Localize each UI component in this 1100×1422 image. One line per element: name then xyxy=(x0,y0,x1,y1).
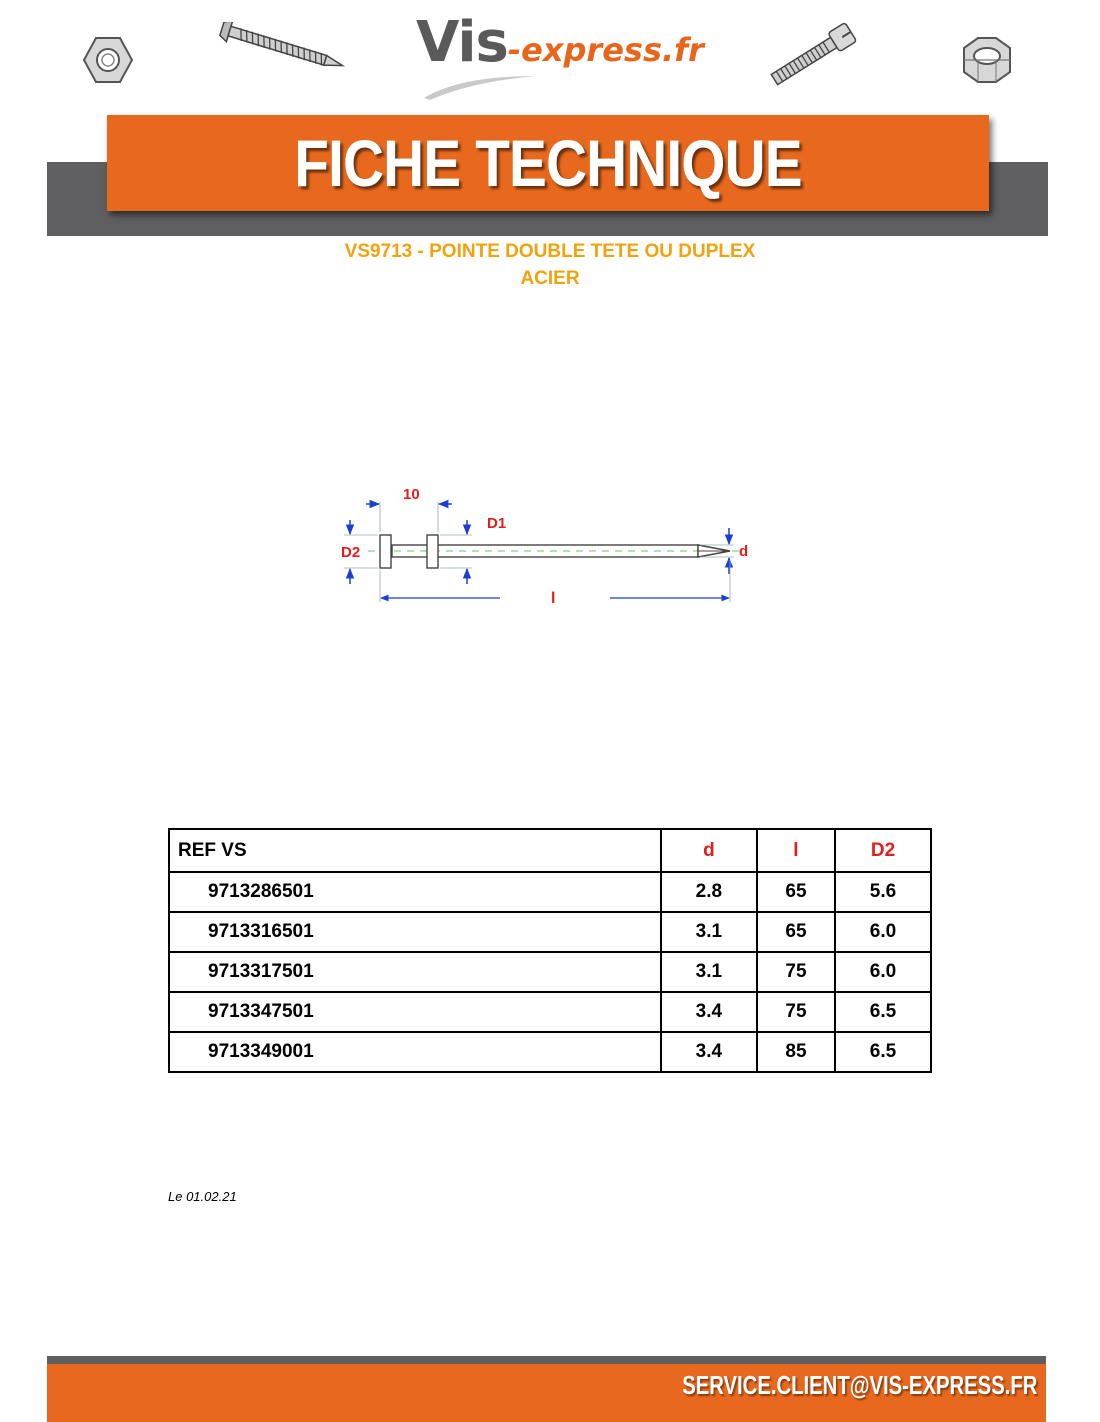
logo-domain-text: -express.fr xyxy=(507,31,704,69)
header-d: d xyxy=(661,829,757,872)
cell-ref: 9713349001 xyxy=(169,1032,661,1072)
table-row xyxy=(169,952,931,992)
machine-screw-icon xyxy=(762,20,866,92)
cell-l: 65 xyxy=(757,872,835,912)
table-row xyxy=(169,992,931,1032)
cell-D2: 6.5 xyxy=(835,1032,931,1072)
header-D2: D2 xyxy=(835,829,931,872)
cell-l: 65 xyxy=(757,912,835,952)
cell-ref: 9713316501 xyxy=(169,912,661,952)
cell-ref: 9713286501 xyxy=(169,872,661,912)
dimensions-table xyxy=(168,828,932,1073)
cell-ref: 9713347501 xyxy=(169,992,661,1032)
hex-nut-right-icon xyxy=(960,36,1014,84)
cell-D2: 6.5 xyxy=(835,992,931,1032)
dim-label-l: l xyxy=(551,590,556,607)
cell-d: 3.1 xyxy=(661,912,757,952)
brand-logo xyxy=(416,10,704,75)
cell-l: 75 xyxy=(757,992,835,1032)
cell-D2: 6.0 xyxy=(835,952,931,992)
document-date: Le 01.02.21 xyxy=(168,1189,237,1204)
table-header-row xyxy=(169,829,931,872)
cell-d: 3.4 xyxy=(661,992,757,1032)
dim-label-d: d xyxy=(739,543,749,560)
cell-D2: 5.6 xyxy=(835,872,931,912)
logo-swoosh-icon xyxy=(420,70,540,102)
cell-ref: 9713317501 xyxy=(169,952,661,992)
nail-head-inner xyxy=(427,535,438,568)
nail-head-outer xyxy=(380,535,391,568)
cell-l: 75 xyxy=(757,952,835,992)
cell-D2: 6.0 xyxy=(835,912,931,952)
footer-grey-band xyxy=(47,1356,1046,1364)
cell-d: 3.4 xyxy=(661,1032,757,1072)
cell-d: 2.8 xyxy=(661,872,757,912)
wood-screw-icon xyxy=(214,22,348,80)
dim-label-10: 10 xyxy=(403,486,420,503)
table-row xyxy=(169,872,931,912)
service-client-email[interactable]: SERVICE.CLIENT@VIS-EXPRESS.FR xyxy=(681,1370,1037,1400)
product-title: VS9713 - POINTE DOUBLE TETE OU DUPLEX xyxy=(344,241,756,262)
banner-title: FICHE TECHNIQUE xyxy=(294,126,802,200)
duplex-nail-diagram xyxy=(330,478,770,614)
table-row xyxy=(169,912,931,952)
dim-label-D1: D1 xyxy=(487,515,507,532)
table-row xyxy=(169,1032,931,1072)
dim-label-D2: D2 xyxy=(341,544,361,561)
product-material: ACIER xyxy=(520,268,580,289)
header-ref-vs: REF VS xyxy=(169,829,661,872)
header-l: l xyxy=(757,829,835,872)
cell-d: 3.1 xyxy=(661,952,757,992)
cell-l: 85 xyxy=(757,1032,835,1072)
logo-main-text: Vis xyxy=(416,10,508,75)
hex-nut-left-icon xyxy=(82,36,134,84)
fiche-technique-banner xyxy=(107,115,989,211)
